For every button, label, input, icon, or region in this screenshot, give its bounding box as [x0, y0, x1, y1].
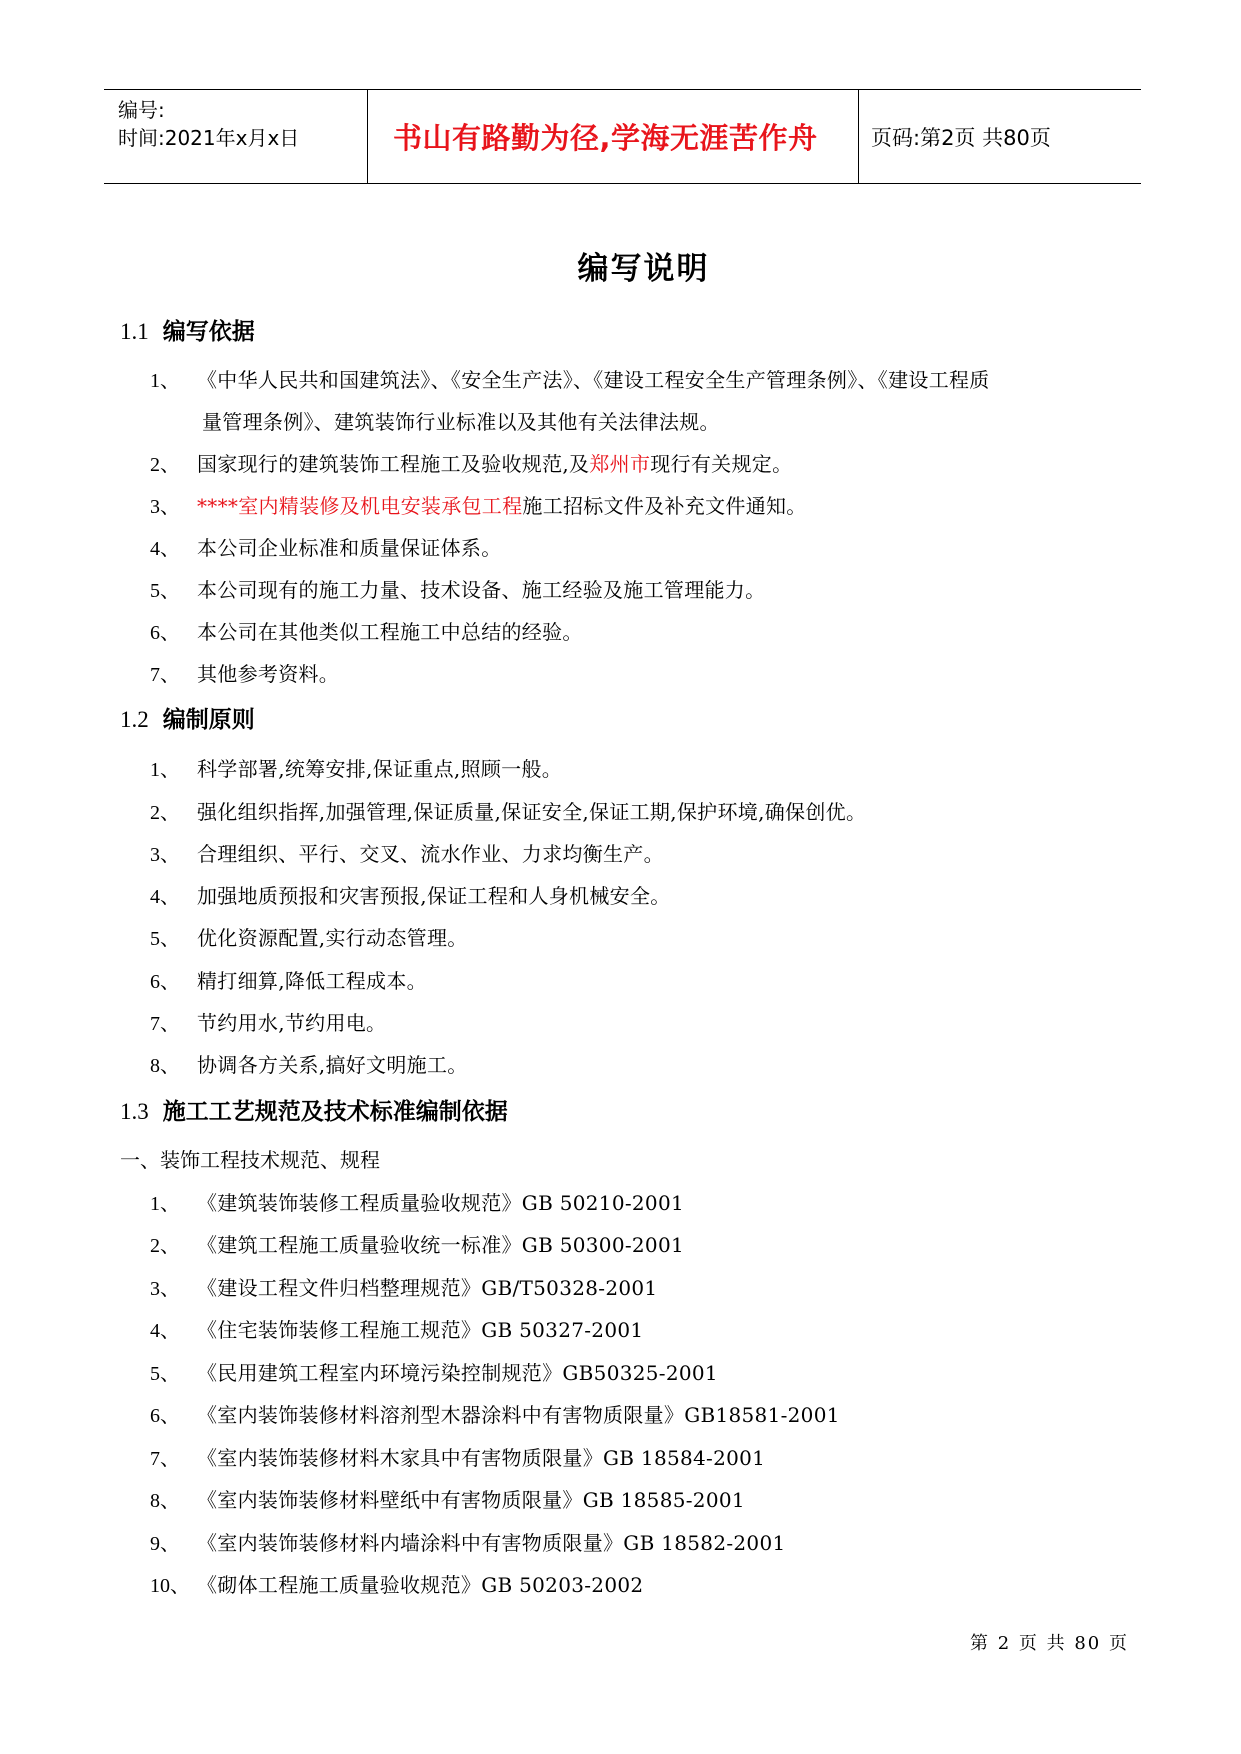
list-item-text: 本公司在其他类似工程施工中总结的经验。: [197, 620, 583, 644]
section-heading-1-3: [120, 1093, 508, 1126]
section-title: 施工工艺规范及技术标准编制依据: [162, 1099, 508, 1125]
list-item-number: 7、: [150, 1448, 180, 1470]
highlight-project-name: ****室内精装修及机电安装承包工程: [197, 494, 523, 518]
highlight-city: 郑州市: [589, 452, 651, 476]
list-item-number: 10、: [150, 1575, 190, 1597]
subsection-heading: 一、装饰工程技术规范、规程: [120, 1148, 380, 1172]
list-item: [150, 1527, 786, 1556]
list-item: [150, 364, 990, 393]
list-item-number: 8、: [150, 1055, 180, 1077]
list-item: [150, 658, 339, 687]
list-item-text: 《住宅装饰装修工程施工规范》GB 50327-2001: [197, 1318, 644, 1342]
list-item-text: 本公司企业标准和质量保证体系。: [197, 536, 502, 560]
section-number: 1.2: [120, 707, 149, 732]
list-item-text: 《建筑工程施工质量验收统一标准》GB 50300-2001: [197, 1233, 685, 1257]
list-item-text: 精打细算,降低工程成本。: [197, 969, 427, 993]
list-item: [150, 490, 807, 519]
list-item-number: 7、: [150, 664, 180, 686]
list-item-text: 节约用水,节约用电。: [197, 1011, 387, 1035]
list-item-text: 《室内装饰装修材料木家具中有害物质限量》GB 18584-2001: [197, 1446, 766, 1470]
list-item-text: 本公司现有的施工力量、技术设备、施工经验及施工管理能力。: [197, 578, 766, 602]
list-item-text: 《建设工程文件归档整理规范》GB/T50328-2001: [197, 1276, 658, 1300]
list-item-number: 4、: [150, 538, 180, 560]
list-item: [150, 448, 792, 477]
document-header: [104, 89, 1141, 184]
list-item-number: 8、: [150, 1490, 180, 1512]
list-item-number: 5、: [150, 580, 180, 602]
list-item-number: 2、: [150, 454, 180, 476]
list-item-text: 加强地质预报和灾害预报,保证工程和人身机械安全。: [197, 884, 671, 908]
list-item-number: 9、: [150, 1533, 180, 1555]
list-item-number: 6、: [150, 622, 180, 644]
list-item-text: [197, 494, 807, 518]
list-item-number: 1、: [150, 759, 180, 781]
list-item-text: 《砌体工程施工质量验收规范》GB 50203-2002: [197, 1573, 644, 1597]
section-number: 1.3: [120, 1099, 149, 1124]
document-time-label: 时间:2021年x月x日: [118, 126, 300, 150]
list-item-text: 《室内装饰装修材料壁纸中有害物质限量》GB 18585-2001: [197, 1488, 745, 1512]
header-motto: 书山有路勤为径,学海无涯苦作舟: [393, 121, 818, 155]
list-item-text: 科学部署,统筹安排,保证重点,照顾一般。: [197, 757, 563, 781]
list-item-text: 强化组织指挥,加强管理,保证质量,保证安全,保证工期,保护环境,确保创优。: [197, 800, 867, 824]
list-item: [150, 1007, 386, 1036]
list-item-number: 4、: [150, 1320, 180, 1342]
header-page-info: 页码:第2页 共80页: [871, 126, 1051, 150]
list-item-text: 《建筑装饰装修工程质量验收规范》GB 50210-2001: [197, 1191, 685, 1215]
page-footer: 第 2 页 共 80 页: [970, 1633, 1129, 1654]
list-item: [150, 1314, 643, 1343]
list-item-text: 《中华人民共和国建筑法》、《安全生产法》、《建设工程安全生产管理条例》、《建设工程质: [197, 368, 990, 392]
list-item-text: 优化资源配置,实行动态管理。: [197, 926, 468, 950]
list-item-text: [197, 452, 792, 476]
list-item-number: 6、: [150, 1405, 180, 1427]
list-item: [150, 1229, 684, 1258]
list-item-number: 7、: [150, 1013, 180, 1035]
list-item-text: 其他参考资料。: [197, 662, 340, 686]
section-title: 编制原则: [162, 707, 255, 733]
section-heading-1-2: [120, 701, 255, 734]
list-item-text: 《室内装饰装修材料溶剂型木器涂料中有害物质限量》GB18581-2001: [197, 1403, 840, 1427]
list-item-text: 协调各方关系,搞好文明施工。: [197, 1053, 468, 1077]
list-item-text: 合理组织、平行、交叉、流水作业、力求均衡生产。: [197, 842, 664, 866]
list-item: [150, 880, 671, 909]
list-item-number: 2、: [150, 802, 180, 824]
list-item: [150, 838, 664, 867]
list-item-number: 1、: [150, 370, 180, 392]
list-item-text: 《室内装饰装修材料内墙涂料中有害物质限量》GB 18582-2001: [197, 1531, 786, 1555]
list-item: [150, 1357, 718, 1386]
list-item-number: 4、: [150, 886, 180, 908]
list-item: [150, 1272, 657, 1301]
list-item: [150, 922, 468, 951]
list-item: [150, 1049, 468, 1078]
list-item-number: 5、: [150, 928, 180, 950]
section-number: 1.1: [120, 319, 149, 344]
list-item: [150, 532, 502, 561]
page-title: 编写说明: [577, 251, 710, 287]
list-item-number: 3、: [150, 844, 180, 866]
list-item: [150, 1569, 643, 1598]
list-item: [150, 1187, 684, 1216]
list-item-number: 1、: [150, 1193, 180, 1215]
list-item: [150, 1484, 745, 1513]
list-item: [150, 796, 866, 825]
list-item-number: 3、: [150, 496, 180, 518]
list-item-text-part: 施工招标文件及补充文件通知。: [522, 494, 807, 518]
list-item-number: 2、: [150, 1235, 180, 1257]
section-heading-1-1: [120, 313, 255, 346]
list-item: [150, 574, 765, 603]
list-item: [150, 1399, 840, 1428]
list-item: [150, 616, 583, 645]
list-item: [150, 965, 427, 994]
header-meta: [104, 90, 368, 183]
list-item-continuation: 量管理条例》、建筑装饰行业标准以及其他有关法律法规。: [202, 410, 720, 434]
list-item-number: 6、: [150, 971, 180, 993]
list-item: [150, 1442, 765, 1471]
list-item-number: 5、: [150, 1363, 180, 1385]
list-item-text-part: 现行有关规定。: [650, 452, 793, 476]
section-title: 编写依据: [162, 319, 255, 345]
header-page-cell: [859, 90, 1141, 183]
document-number-label: 编号:: [118, 98, 165, 122]
list-item: [150, 753, 562, 782]
header-motto-cell: [368, 90, 859, 183]
list-item-text-part: 国家现行的建筑装饰工程施工及验收规范,及: [197, 452, 590, 476]
list-item-text: 《民用建筑工程室内环境污染控制规范》GB50325-2001: [197, 1361, 718, 1385]
list-item-number: 3、: [150, 1278, 180, 1300]
